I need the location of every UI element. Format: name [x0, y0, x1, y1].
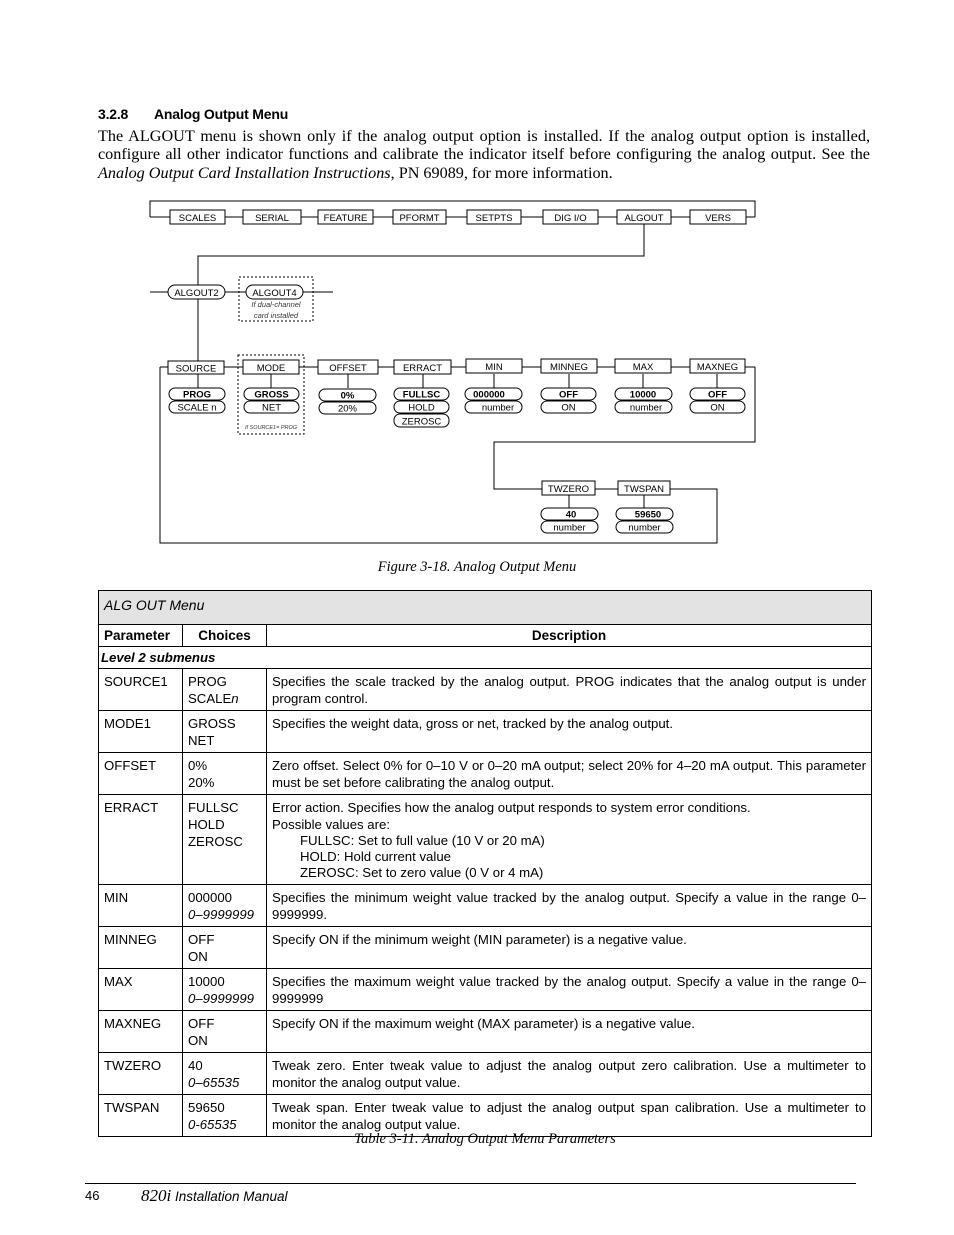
svg-text:ALGOUT: ALGOUT — [624, 213, 664, 224]
menu-item-dig-io[interactable] — [543, 210, 598, 224]
header-parameter: Parameter — [99, 625, 183, 647]
svg-text:TWSPAN: TWSPAN — [624, 484, 664, 495]
svg-text:ON: ON — [561, 402, 576, 414]
parameter-table — [98, 590, 872, 1137]
choice: SCALEn — [188, 691, 239, 706]
row-choices — [183, 711, 267, 753]
row-param: MIN — [99, 885, 183, 927]
svg-text:TWZERO: TWZERO — [547, 484, 590, 495]
param-source[interactable] — [168, 361, 224, 375]
svg-text:SERIAL: SERIAL — [255, 213, 289, 224]
page-number: 46 — [85, 1188, 100, 1203]
choice-range: 0-65535 — [188, 1117, 237, 1132]
table-row — [99, 1011, 872, 1053]
value-item: FULLSC: Set to full value (10 V or 20 mA) — [300, 833, 545, 848]
choice-twspan-default[interactable] — [616, 508, 673, 521]
table-caption: Table 3-11. Analog Output Menu Parameters — [354, 1131, 616, 1147]
svg-text:FULLSC: FULLSC — [402, 389, 441, 401]
choice: 59650 — [188, 1100, 225, 1115]
row-param: SOURCE1 — [99, 669, 183, 711]
choice: ON — [188, 1033, 208, 1048]
row-description: Tweak zero. Enter tweak value to adjust the analog output zero calibration. Use a multimeter to monitor the analog output value. — [267, 1053, 872, 1095]
choice-offset-20[interactable] — [319, 402, 376, 415]
choice-mode-net[interactable] — [244, 401, 299, 414]
svg-text:OFF: OFF — [708, 389, 727, 401]
param-erract[interactable] — [394, 360, 451, 374]
svg-text:20%: 20% — [337, 403, 358, 415]
intro-doc-title: Analog Output Card Installation Instructions — [98, 163, 391, 182]
choice: HOLD — [188, 817, 225, 832]
svg-text:MAX: MAX — [632, 362, 654, 373]
svg-text:number: number — [553, 522, 586, 534]
svg-text:OFFSET: OFFSET — [329, 363, 367, 374]
footer-manual: Installation Manual — [171, 1189, 288, 1204]
choice-minneg-off[interactable] — [541, 388, 596, 401]
svg-text:SOURCE: SOURCE — [175, 363, 217, 375]
desc-line: Error action. Specifies how the analog output responds to system error conditions. — [272, 800, 751, 815]
row-description: Zero offset. Select 0% for 0–10 V or 0–20 mA output; select 20% for 4–20 mA output. This parameter must be set before calibrating the analog output. — [267, 753, 872, 795]
row-param: TWZERO — [99, 1053, 183, 1095]
menu-item-serial[interactable] — [243, 210, 301, 224]
table-header-row — [99, 625, 872, 647]
choice-range: 0–65535 — [188, 1075, 240, 1090]
svg-text:SCALES: SCALES — [178, 213, 217, 224]
algout4-note-line1: If dual-channel — [251, 300, 301, 309]
choice: PROG — [188, 674, 227, 689]
svg-text:number: number — [481, 402, 515, 414]
choice-min-number[interactable] — [465, 401, 522, 414]
choice-range: 0–9999999 — [188, 991, 255, 1006]
value-item: HOLD: Hold current value — [300, 849, 451, 864]
menu-item-setpts[interactable] — [467, 210, 521, 224]
intro-text-end: , PN 69089, for more information. — [390, 163, 613, 182]
choice-twzero-default[interactable] — [541, 508, 598, 521]
param-maxneg[interactable] — [690, 359, 745, 373]
values-list — [272, 833, 866, 881]
svg-text:FEATURE: FEATURE — [323, 213, 368, 224]
menu-item-algout4[interactable] — [246, 285, 303, 299]
choice-twzero-number[interactable] — [541, 521, 598, 534]
footer-divider — [85, 1183, 856, 1184]
svg-text:number: number — [628, 522, 661, 534]
table-row — [99, 669, 872, 711]
footer-model: 820i — [141, 1186, 172, 1205]
choice-erract-hold[interactable] — [394, 401, 449, 414]
svg-text:ON: ON — [710, 402, 725, 414]
svg-text:number: number — [629, 402, 663, 414]
table-row — [99, 885, 872, 927]
choice-offset-0[interactable] — [319, 389, 376, 402]
row-param: ERRACT — [99, 795, 183, 885]
svg-text:ALGOUT4: ALGOUT4 — [252, 288, 297, 299]
header-choices: Choices — [183, 625, 267, 647]
choice-maxneg-off[interactable] — [690, 388, 745, 401]
choice: NET — [188, 733, 215, 748]
svg-text:VERS: VERS — [705, 213, 731, 224]
level-label: Level 2 submenus — [99, 647, 872, 669]
svg-text:HOLD: HOLD — [408, 402, 435, 414]
value-item: ZEROSC: Set to zero value (0 V or 4 mA) — [300, 865, 544, 880]
choice-minneg-on[interactable] — [541, 401, 596, 414]
choice-source-prog[interactable] — [169, 388, 225, 401]
param-offset[interactable] — [318, 360, 378, 374]
choice: ON — [188, 949, 208, 964]
choice-min-default[interactable] — [465, 388, 522, 401]
choice: 000000 — [188, 890, 233, 905]
param-twzero[interactable] — [542, 481, 595, 495]
choice: 20% — [188, 775, 215, 790]
svg-text:ALGOUT2: ALGOUT2 — [174, 288, 219, 299]
choice-range: 0–9999999 — [188, 907, 255, 922]
svg-text:MIN: MIN — [485, 362, 503, 373]
menu-item-scales[interactable] — [170, 210, 225, 224]
row-choices — [183, 927, 267, 969]
choice-max-default[interactable] — [615, 388, 672, 401]
row-choices — [183, 795, 267, 885]
menu-item-pformt[interactable] — [393, 210, 446, 224]
row-param: MODE1 — [99, 711, 183, 753]
row-param: TWSPAN — [99, 1095, 183, 1137]
row-description: Specify ON if the minimum weight (MIN parameter) is a negative value. — [267, 927, 872, 969]
intro-text: The ALGOUT menu is shown only if the analog output option is installed. If the analog output option is installed, configure all other indicator functions and calibrate the indicator itself before configuring the analog output. See the — [98, 127, 870, 164]
choice-erract-zerosc[interactable] — [394, 414, 449, 428]
choice: FULLSC — [188, 800, 239, 815]
row-description: Specify ON if the maximum weight (MAX parameter) is a negative value. — [267, 1011, 872, 1053]
choice: 10000 — [188, 974, 225, 989]
choice-twspan-number[interactable] — [616, 521, 673, 534]
table-title-row — [99, 591, 872, 625]
section-title: Analog Output Menu — [154, 106, 289, 122]
footer-title — [141, 1186, 288, 1206]
choice: 40 — [188, 1058, 203, 1073]
row-param: OFFSET — [99, 753, 183, 795]
choice: 0% — [188, 758, 208, 773]
svg-text:PROG: PROG — [183, 389, 211, 401]
menu-diagram — [0, 0, 954, 600]
row-param: MAX — [99, 969, 183, 1011]
menu-item-feature[interactable] — [318, 210, 373, 224]
svg-text:59650: 59650 — [634, 509, 662, 521]
menu-item-algout[interactable] — [617, 210, 671, 224]
menu-item-algout2[interactable] — [168, 285, 225, 299]
row-param: MAXNEG — [99, 1011, 183, 1053]
row-description: Tweak span. Enter tweak value to adjust the analog output span calibration. Use a multimeter to monitor the analog output value. — [267, 1095, 872, 1137]
svg-text:SCALE n: SCALE n — [177, 402, 217, 414]
svg-text:ZEROSC: ZEROSC — [401, 416, 442, 428]
choice: GROSS — [188, 716, 236, 731]
choice-maxneg-on[interactable] — [690, 401, 745, 414]
svg-text:PFORMT: PFORMT — [399, 213, 440, 224]
table-row — [99, 927, 872, 969]
table-row — [99, 795, 872, 885]
row-choices — [183, 669, 267, 711]
param-min[interactable] — [466, 359, 522, 373]
param-twspan[interactable] — [618, 481, 670, 495]
svg-text:MODE: MODE — [256, 363, 286, 374]
row-description: Specifies the scale tracked by the analog output. PROG indicates that the analog output is under program control. — [267, 669, 872, 711]
row-description: Specifies the minimum weight value tracked by the analog output. Specify a value in the range 0–9999999. — [267, 885, 872, 927]
row-description: Specifies the maximum weight value tracked by the analog output. Specify a value in the range 0–9999999 — [267, 969, 872, 1011]
menu-item-vers[interactable] — [690, 210, 746, 224]
choice: OFF — [188, 932, 215, 947]
row-choices — [183, 753, 267, 795]
table-row — [99, 711, 872, 753]
table-row — [99, 1053, 872, 1095]
desc-line: Possible values are: — [272, 817, 391, 832]
svg-text:DIG I/O: DIG I/O — [554, 213, 587, 224]
row-param: MINNEG — [99, 927, 183, 969]
svg-text:000000: 000000 — [473, 389, 505, 401]
table-row — [99, 969, 872, 1011]
row-description: Specifies the weight data, gross or net, tracked by the analog output. — [267, 711, 872, 753]
svg-text:SETPTS: SETPTS — [475, 213, 513, 224]
param-minneg[interactable] — [541, 359, 597, 373]
svg-text:NET: NET — [262, 402, 281, 414]
svg-text:0%: 0% — [340, 390, 355, 402]
svg-text:40: 40 — [565, 509, 577, 521]
mode-note: If SOURCE1= PROG — [244, 425, 298, 431]
svg-text:ERRACT: ERRACT — [402, 363, 443, 374]
row-description — [267, 795, 872, 885]
svg-text:GROSS: GROSS — [254, 389, 289, 401]
row-choices — [183, 969, 267, 1011]
svg-text:OFF: OFF — [559, 389, 578, 401]
choice-source-scale[interactable] — [169, 401, 225, 414]
row-choices — [183, 1053, 267, 1095]
param-mode[interactable] — [243, 360, 299, 374]
choice: ZEROSC — [188, 834, 243, 849]
figure-caption: Figure 3-18. Analog Output Menu — [377, 559, 577, 575]
header-description: Description — [267, 625, 872, 647]
choice-max-number[interactable] — [615, 401, 672, 414]
choice: OFF — [188, 1016, 215, 1031]
svg-text:10000: 10000 — [629, 389, 657, 401]
table-row — [99, 753, 872, 795]
param-max[interactable] — [615, 359, 671, 373]
choice-mode-gross[interactable] — [244, 388, 299, 401]
row-choices — [183, 885, 267, 927]
level-row — [99, 647, 872, 669]
choice-erract-fullsc[interactable] — [394, 388, 449, 401]
algout4-note-line2: card installed — [253, 311, 299, 320]
section-number: 3.2.8 — [98, 106, 129, 122]
table-title: ALG OUT Menu — [99, 591, 872, 625]
row-choices — [183, 1011, 267, 1053]
svg-text:MINNEG: MINNEG — [550, 362, 588, 373]
svg-text:MAXNEG: MAXNEG — [696, 362, 739, 373]
